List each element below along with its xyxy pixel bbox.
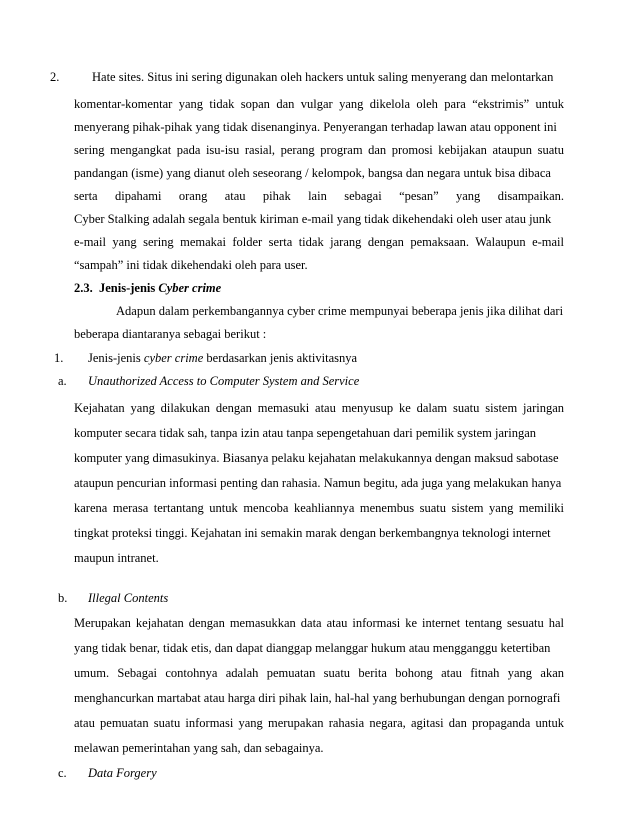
item-c-letter: c.: [58, 766, 67, 780]
item-a-line-3: komputer yang dimasukinya. Biasanya pelaku kejahatan melakukannya dengan maksud sabotase: [74, 451, 559, 465]
item-2-line-4: sering mengangkat pada isu-isu rasial, perang program dan promosi kebijakan ataupun suatu: [74, 143, 564, 157]
item-2-number: 2.: [50, 70, 60, 84]
item-a-line-6: tingkat proteksi tinggi. Kejahatan ini semakin marak dengan berkembangnya teknologi internet: [74, 526, 551, 540]
item-b-line-1: Merupakan kejahatan dengan memasukkan data atau informasi ke internet tentang sesuatu hal: [74, 616, 564, 630]
item-a-line-7: maupun intranet.: [74, 551, 159, 565]
list-1-italic: cyber crime: [143, 351, 204, 365]
item-2-line-1: Hate sites. Situs ini sering digunakan oleh hackers untuk saling menyerang dan melontarkan: [92, 70, 554, 84]
item-2-line-5: pandangan (isme) yang dianut oleh seseorang / kelompok, bangsa dan negara untuk bisa dibaca: [74, 166, 551, 180]
section-number: 2.3.: [74, 281, 93, 295]
list-1-prefix: Jenis-jenis: [88, 351, 141, 365]
item-a-line-1: Kejahatan yang dilakukan dengan memasuki atau menyusup ke dalam suatu sistem jaringan: [74, 401, 564, 415]
item-2-line-8: e-mail yang sering memakai folder serta tidak jarang dengan pemaksaan. Walaupun e-mail: [74, 235, 564, 249]
item-2-line-3: menyerang pihak-pihak yang tidak disenanginya. Penyerangan terhadap lawan atau opponent ini: [74, 120, 557, 134]
item-b-letter: b.: [58, 591, 68, 605]
item-2-line-7: Cyber Stalking adalah segala bentuk kiriman e-mail yang tidak dikehendaki oleh user atau junk: [74, 212, 552, 226]
list-1-number: 1.: [54, 351, 64, 365]
list-1-heading: [88, 350, 357, 366]
item-c-title: Data Forgery: [88, 766, 157, 780]
item-a-line-5: karena merasa tertantang untuk mencoba keahliannya menembus suatu sistem yang memiliki: [74, 501, 564, 515]
item-b-line-4: menghancurkan martabat atau harga diri pihak lain, hal-hal yang berhubungan dengan pornografi: [74, 691, 561, 705]
list-1-suffix: berdasarkan jenis aktivitasnya: [206, 351, 358, 365]
section-heading: [74, 280, 221, 296]
section-title-prefix: Jenis-jenis: [99, 281, 156, 295]
item-a-title: Unauthorized Access to Computer System and Service: [88, 374, 360, 388]
item-b-title: Illegal Contents: [88, 591, 169, 605]
section-intro-line-2: beberapa diantaranya sebagai berikut :: [74, 327, 267, 341]
item-a-line-2: komputer secara tidak sah, tanpa izin atau tanpa sepengetahuan dari pemilik system jaringan: [74, 426, 536, 440]
item-2-line-2: komentar-komentar yang tidak sopan dan vulgar yang dikelola oleh para “ekstrimis” untuk: [74, 97, 564, 111]
section-intro-line-1: Adapun dalam perkembangannya cyber crime mempunyai beberapa jenis jika dilihat dari: [116, 304, 564, 318]
item-a-letter: a.: [58, 374, 67, 388]
item-2-line-6: serta dipahami orang atau pihak lain sebagai “pesan” yang disampaikan.: [74, 189, 564, 203]
item-a-line-4: ataupun pencurian informasi penting dan rahasia. Namun begitu, ada juga yang melakukan hanya: [74, 476, 562, 490]
item-b-line-5: atau pemuatan suatu informasi yang merupakan rahasia negara, agitasi dan propaganda untuk: [74, 716, 564, 730]
item-b-line-2: yang tidak benar, tidak etis, dan dapat dianggap melanggar hukum atau mengganggu ketertiban: [74, 641, 551, 655]
item-2-line-9: “sampah” ini tidak dikehendaki oleh para user.: [74, 258, 308, 272]
section-title-italic: Cyber crime: [158, 281, 222, 295]
item-b-line-6: melawan pemerintahan yang sah, dan sebagainya.: [74, 741, 324, 755]
item-b-line-3: umum. Sebagai contohnya adalah pemuatan suatu berita bohong atau fitnah yang akan: [74, 666, 564, 680]
